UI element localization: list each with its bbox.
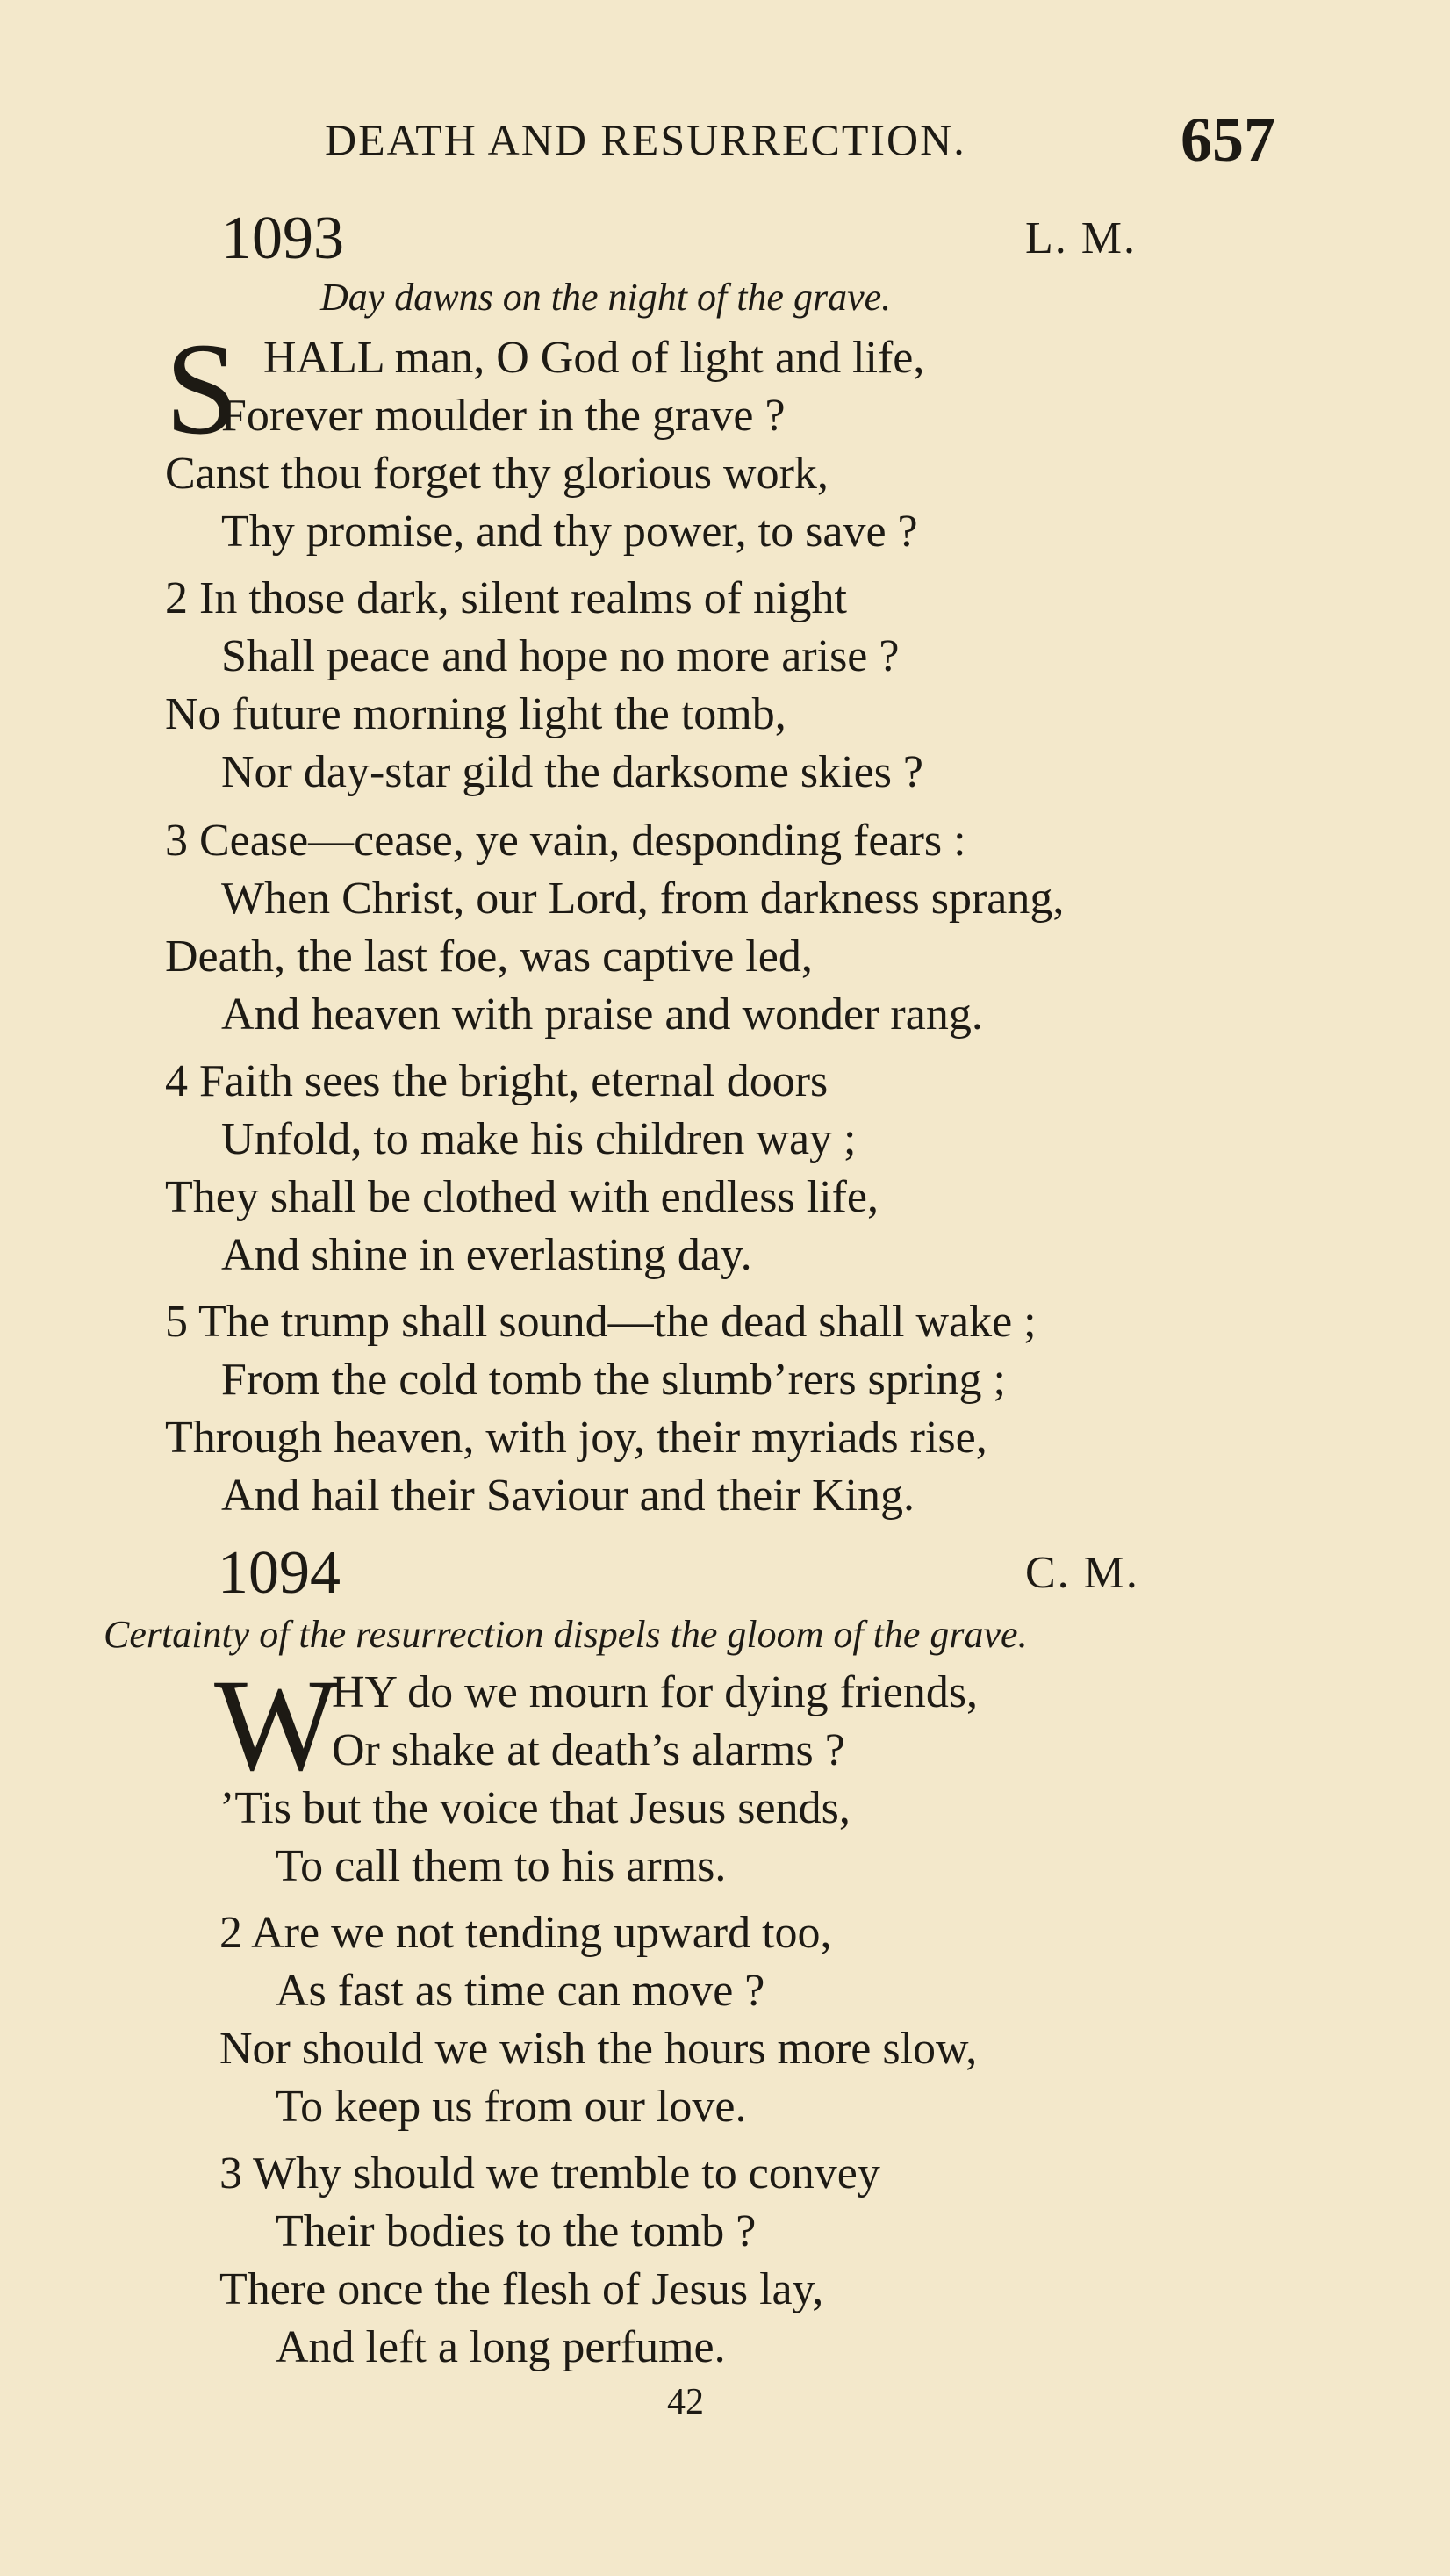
- verse-line: They shall be clothed with endless life,: [165, 1172, 879, 1222]
- verse-line: 3 Cease—cease, ye vain, desponding fears :: [165, 816, 966, 866]
- hymn-subtitle: Certainty of the resurrection dispels the gloom of the grave.: [104, 1613, 1028, 1656]
- hymn-subtitle: Day dawns on the night of the grave.: [320, 276, 892, 319]
- verse-line: To keep us from our love.: [276, 2082, 747, 2132]
- verse-line: 2 Are we not tending upward too,: [219, 1908, 832, 1958]
- verse-line: 5 The trump shall sound—the dead shall wake ;: [165, 1297, 1037, 1347]
- verse-line: 4 Faith sees the bright, eternal doors: [165, 1056, 829, 1106]
- running-header: DEATH AND RESURRECTION.: [325, 115, 966, 164]
- verse-line: And hail their Saviour and their King.: [221, 1471, 915, 1521]
- verse-line: Their bodies to the tomb ?: [276, 2206, 757, 2256]
- verse-line: Nor should we wish the hours more slow,: [219, 2024, 978, 2074]
- verse-line: Thy promise, and thy power, to save ?: [221, 507, 918, 557]
- verse-line: And heaven with praise and wonder rang.: [221, 989, 983, 1040]
- signature-mark: 42: [667, 2382, 704, 2422]
- hymn-number: 1093: [221, 205, 344, 272]
- verse-line: And left a long perfume.: [276, 2322, 726, 2372]
- verse-line: Or shake at death’s alarms ?: [332, 1725, 845, 1775]
- drop-cap: S: [165, 316, 239, 462]
- verse-line: As fast as time can move ?: [276, 1966, 765, 2016]
- verse-line: Unfold, to make his children way ;: [221, 1114, 857, 1164]
- page-number: 657: [1181, 104, 1275, 175]
- verse-line: ’Tis but the voice that Jesus sends,: [219, 1783, 851, 1833]
- hymn-number: 1094: [218, 1539, 341, 1607]
- verse-line: Nor day-star gild the darksome skies ?: [221, 747, 924, 797]
- verse-line: HALL man, O God of light and life,: [263, 333, 925, 383]
- verse-line: Canst thou forget thy glorious work,: [165, 449, 829, 499]
- verse-line: There once the flesh of Jesus lay,: [219, 2264, 824, 2314]
- verse-line: And shine in everlasting day.: [221, 1230, 752, 1280]
- verse-line: To call them to his arms.: [276, 1841, 727, 1891]
- verse-line: When Christ, our Lord, from darkness sprang,: [221, 874, 1065, 924]
- hymn-meter: C. M.: [1025, 1548, 1139, 1598]
- hymn-meter: L. M.: [1025, 213, 1137, 263]
- verse-line: Death, the last foe, was captive led,: [165, 932, 813, 982]
- verse-line: 2 In those dark, silent realms of night: [165, 573, 847, 623]
- verse-line: HY do we mourn for dying friends,: [332, 1667, 979, 1717]
- verse-line: Forever moulder in the grave ?: [221, 391, 786, 441]
- verse-line: 3 Why should we tremble to convey: [219, 2148, 880, 2198]
- verse-line: From the cold tomb the slumb’rers spring ;: [221, 1355, 1007, 1405]
- verse-line: Shall peace and hope no more arise ?: [221, 631, 900, 681]
- verse-line: No future morning light the tomb,: [165, 689, 786, 739]
- drop-cap: W: [214, 1652, 339, 1798]
- verse-line: Through heaven, with joy, their myriads rise,: [165, 1413, 987, 1463]
